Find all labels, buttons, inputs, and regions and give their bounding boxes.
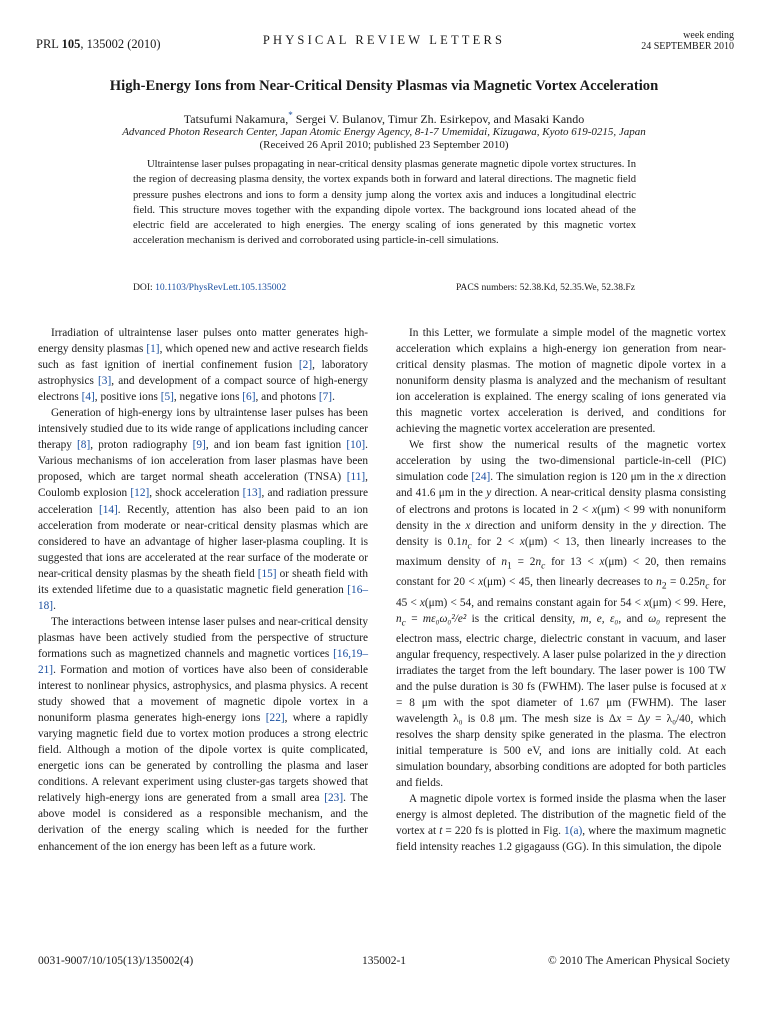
citation-link[interactable]: [8] [77,439,91,452]
citation-link[interactable]: [9] [192,439,206,452]
figure-link[interactable]: 1(a) [564,825,583,838]
abstract: Ultraintense laser pulses propagating in near-critical density plasmas generate magnetic dipole vortex structures. In the region of decreasing plasma density, the vortex expands both in forward and lateral directions. The magnetic field pressure pushes electrons and ions to form a density jump along the vortex axis and induces a longitudinal electric field. This structure moves together with the expanding dipole vortex. The background ions located ahead of the electric field are accelerated to high energies. The energy scaling of ions generated by this magnetic vortex acceleration mechanism is derived and corroborated using particle-in-cell simulations. [133,159,636,247]
citation-link[interactable]: [22] [265,712,285,725]
citation-link[interactable]: [1] [146,343,160,356]
citation-link[interactable]: [13] [242,487,262,500]
copyright: © 2010 The American Physical Society [548,955,730,967]
paragraph: Generation of high-energy ions by ultraintense laser pulses has been intensively studied due to its wide range of applications including cancer therapy [8], proton radiography [9], and ion beam fast ignition [10]. Various mechanisms of ion acceleration from laser plasmas have been proposed, which are target normal sheath acceleration (TNSA) [11], Coulomb explosion [12], shock acceleration [13], and radiation pressure acceleration [14]. Recently, attention has also been paid to an ion acceleration from moderate or near-critical density plasmas which are considered to have an advantage of higher laser-plasma coupling. It is suggested that ions are accelerated at the rear surface of the moderate or near-critical density plasmas by the sheath field [15] or sheath field with its extended lifetime due to a quasistatic magnetic field generation [16–18]. [38,407,368,612]
citation-link[interactable]: [7] [318,391,333,404]
citation-link[interactable]: [16,19–21] [38,647,368,676]
paragraph: Irradiation of ultraintense laser pulses onto matter generates high-energy density plasmas [1], which opened new and active research fields such as fast ignition of inertial confinement fusion [2], laboratory astrophysics [3], and development of a compact source of high-energy electrons [4], positive ions [5], negative ions [6], and photons [7]. [38,327,368,404]
doi-line: DOI: 10.1103/PhysRevLett.105.135002 [133,282,287,293]
author-list: Tatsufumi Nakamura,* Sergei V. Bulanov, Timur Zh. Esirkepov, and Masaki Kando [183,110,585,126]
citation-link[interactable]: [2] [298,359,313,372]
paragraph: In this Letter, we formulate a simple model of the magnetic vortex acceleration which explains a high-energy ion generation from near-critical density plasmas. The motion of magnetic dipole vortex in a nonuniform density plasma is analyzed and the mechanism of resultant ion acceleration is explained. The energy scaling of ions generated via this magnetic vortex acceleration is derived, and conditions for achieving the magnetic vortex acceleration are presented. [396,327,726,436]
citation-link[interactable]: [6] [242,391,256,404]
footer-code: 0031-9007/10/105(13)/135002(4) [38,955,194,967]
citation-link[interactable]: [4] [81,391,95,404]
citation-link[interactable]: [15] [257,567,277,580]
citation-link[interactable]: [14] [98,503,118,516]
journal-name: PHYSICAL REVIEW LETTERS [262,33,506,47]
received-date: (Received 26 April 2010; published 23 September 2010) [259,139,509,151]
pacs-numbers: PACS numbers: 52.38.Kd, 52.35.We, 52.38.Fz [455,282,635,293]
citation-link[interactable]: [5] [160,391,174,404]
doi-link[interactable]: 10.1103/PhysRevLett.105.135002 [155,282,287,293]
citation-link[interactable]: [3] [98,375,112,388]
body-column-right [396,325,726,856]
paragraph: We first show the numerical results of the magnetic vortex acceleration by using the two-dimensional particle-in-cell (PIC) simulation code [24]. The simulation region is 120 μm in the x direction and 41.6 μm in the y direction. A near-critical density plasma consisting of electrons and protons is located in 2 < x(μm) < 99 with nonuniform density in the x direction and uniform density in the y direction. The density is $0.1n_c$ for 2 < x(μm) < 13, then linearly increases to the maximum density of $n_1 = 2n_c$ for 13 < x(μm) < 20, then remains constant for 20 < x(μm) < 45, then linearly decreases to $n_2 = 0.25n_c$ for 45 < x(μm) < 54, and remains constant again for 54 < x(μm) < 99. Here, $n_c = m\varepsilon_0\omega_0^2/e^2$ is the critical density, m, e, ε₀, and ω₀ represent the electron mass, electric charge, dielectric constant in vacuum, and laser angular frequency, respectively. A laser pulse polarized in the y direction irradiates the target from the left boundary. The laser power is 100 TW and the pulse duration is 30 fs (FWHM). The laser pulse is focused at x = 8 μm with the spot diameter of 1.67 μm (FWHM). The laser wavelength λ₀ is 0.8 μm. The mesh size is Δx = Δy = λ₀/40, which resolves the sharp density spike generated in the plasma. The electron initial temperature is 500 eV, and ions are initially cold. At each simulation boundary, absorbing conditions are adopted for both particles and fields. [396,439,727,790]
citation-link[interactable]: [16–18] [38,583,368,612]
paragraph: The interactions between intense laser pulses and near-critical density plasmas have been actively studied from the perspective of structure formations such as magnetized channels and magnetic vortices [16,19–21]. Formation and motion of vortices have also been of considerable interest to nonlinear physics, astrophysics, and plasma physics. A recent study showed that a movement of magnetic dipole vortex in a nonuniform plasma generates high-energy ions [22], where a rapidly varying magnetic field due to vortex motion produces a strong electric field. Although a motion of the dipole vortex is quite complicated, energetic ions can be generated by controlling the plasma and laser conditions. A relevant experiment using cluster-gas targets showed that relatively high-energy ions are generated from a small area [23]. The above model is considered as a responsible mechanism, and the derivation of the energy scaling which is needed for the further enhancement of the ion energy has been left as a future work. [38,615,368,853]
author-footnote-link[interactable]: * [288,110,293,120]
citation-link[interactable]: [24] [471,471,491,484]
paragraph: A magnetic dipole vortex is formed inside the plasma when the laser energy is almost depleted. The distribution of the magnetic field of the vortex at t = 220 fs is plotted in Fig. 1(a), where the maximum magnetic field intensity reaches 1.2 gigagauss (GG). In this simulation, the dipole [396,793,726,854]
affiliation: Advanced Photon Research Center, Japan Atomic Energy Agency, 8-1-7 Umemidai, Kizugawa, Kyoto 619-0215, Japan [122,126,646,138]
article-title: High-Energy Ions from Near-Critical Density Plasmas via Magnetic Vortex Acceleration [109,78,659,94]
week-ending: week ending 24 SEPTEMBER 2010 [641,30,734,52]
journal-reference: PRL 105, 135002 (2010) [36,37,161,51]
citation-link[interactable]: [23] [324,792,344,805]
body-column-left [38,325,368,855]
citation-link[interactable]: [11] [346,471,366,484]
page-number: 135002-1 [361,955,407,967]
citation-link[interactable]: [10] [346,439,366,452]
citation-link[interactable]: [12] [130,487,150,500]
